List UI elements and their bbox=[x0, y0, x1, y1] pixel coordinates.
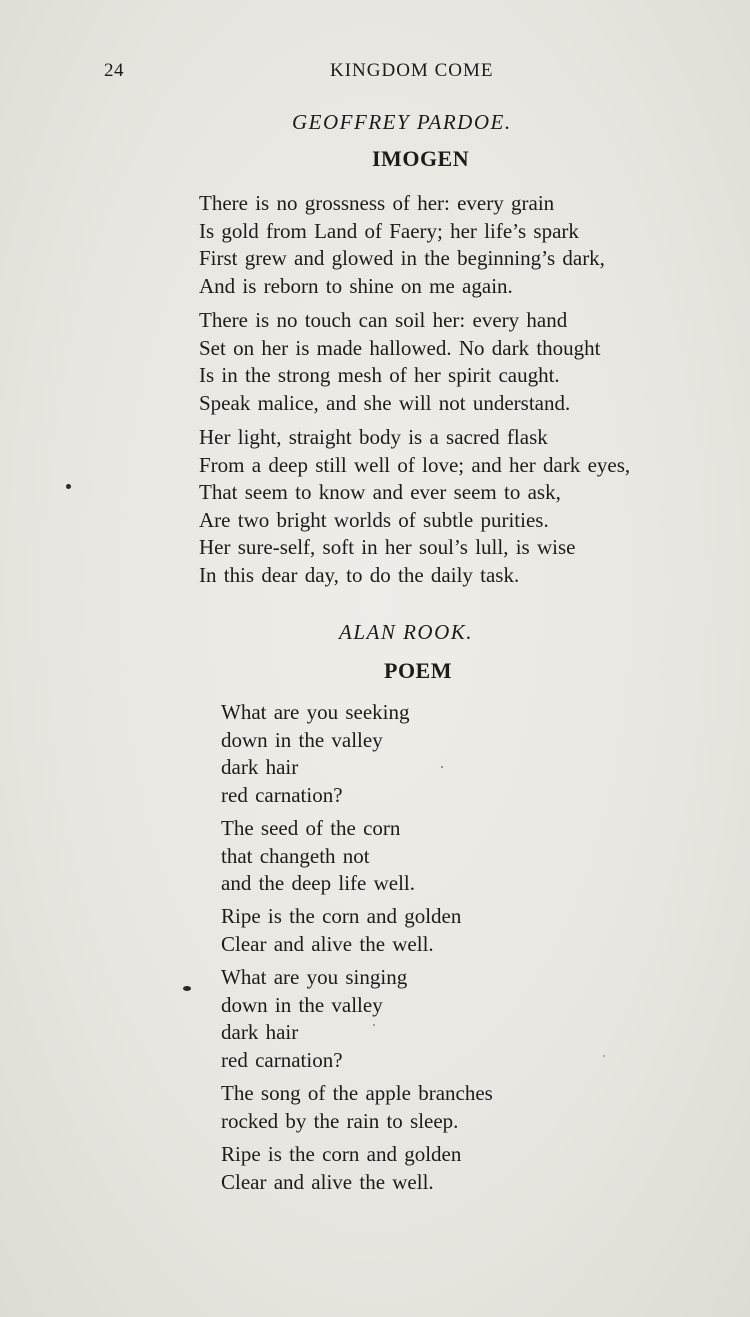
verse-line: Is gold from Land of Faery; her life’s spark bbox=[199, 218, 579, 243]
paper-speck bbox=[66, 484, 71, 489]
verse-line: That seem to know and ever seem to ask, bbox=[199, 480, 561, 504]
verse-line: In this dear day, to do the daily task. bbox=[199, 562, 520, 587]
paper-speck bbox=[441, 766, 443, 768]
page-number: 24 bbox=[104, 60, 124, 81]
poem1-stanza-1 bbox=[199, 190, 605, 300]
verse-line: First grew and glowed in the beginning’s dark, bbox=[199, 246, 605, 270]
verse-line: What are you seeking bbox=[221, 700, 410, 724]
verse-line: rocked by the rain to sleep. bbox=[221, 1108, 459, 1133]
verse-line: Is in the strong mesh of her spirit caught. bbox=[199, 363, 560, 387]
poem2-stanza-4 bbox=[221, 964, 407, 1074]
poem2-stanza-5 bbox=[221, 1080, 493, 1135]
verse-line: Clear and alive the well. bbox=[221, 931, 434, 956]
verse-line: The seed of the corn bbox=[221, 816, 401, 840]
poem2-stanza-3 bbox=[221, 903, 461, 958]
verse-line: down in the valley bbox=[221, 727, 383, 752]
verse-line: Ripe is the corn and golden bbox=[221, 904, 462, 928]
verse-line: down in the valley bbox=[221, 992, 383, 1017]
verse-line: The song of the apple branches bbox=[221, 1081, 493, 1105]
verse-line: red carnation? bbox=[221, 782, 343, 807]
verse-line: What are you singing bbox=[221, 965, 408, 989]
verse-line: And is reborn to shine on me again. bbox=[199, 273, 513, 298]
poem2-stanza-6 bbox=[221, 1141, 461, 1196]
verse-line: dark hair bbox=[221, 1020, 299, 1044]
paper-speck bbox=[603, 1055, 605, 1057]
poem1-stanza-2 bbox=[199, 307, 601, 417]
paper-speck bbox=[373, 1024, 375, 1026]
verse-line: Her sure-self, soft in her soul’s lull, is wise bbox=[199, 535, 576, 559]
poem1-author: GEOFFREY PARDOE. bbox=[292, 110, 512, 134]
verse-line: that changeth not bbox=[221, 843, 370, 868]
verse-line: dark hair bbox=[221, 755, 299, 779]
poem1-stanza-3 bbox=[199, 424, 630, 589]
verse-line: Her light, straight body is a sacred flask bbox=[199, 425, 548, 449]
poem2-stanza-2 bbox=[221, 815, 415, 898]
paper-speck bbox=[183, 986, 191, 991]
verse-line: Are two bright worlds of subtle purities. bbox=[199, 507, 549, 532]
verse-line: Speak malice, and she will not understand. bbox=[199, 390, 571, 415]
verse-line: Clear and alive the well. bbox=[221, 1169, 434, 1194]
verse-line: From a deep still well of love; and her dark eyes, bbox=[199, 452, 631, 477]
verse-line: There is no grossness of her: every grain bbox=[199, 191, 555, 215]
verse-line: and the deep life well. bbox=[221, 871, 416, 895]
verse-line: Ripe is the corn and golden bbox=[221, 1142, 462, 1166]
verse-line: Set on her is made hallowed. No dark thought bbox=[199, 335, 601, 360]
poem2-author: ALAN ROOK. bbox=[339, 620, 474, 644]
poem2-stanza-1 bbox=[221, 699, 410, 809]
poem2-title: POEM bbox=[384, 658, 452, 683]
poem1-title: IMOGEN bbox=[372, 146, 470, 171]
verse-line: red carnation? bbox=[221, 1047, 343, 1072]
verse-line: There is no touch can soil her: every hand bbox=[199, 308, 568, 332]
running-title: KINGDOM COME bbox=[330, 60, 494, 81]
